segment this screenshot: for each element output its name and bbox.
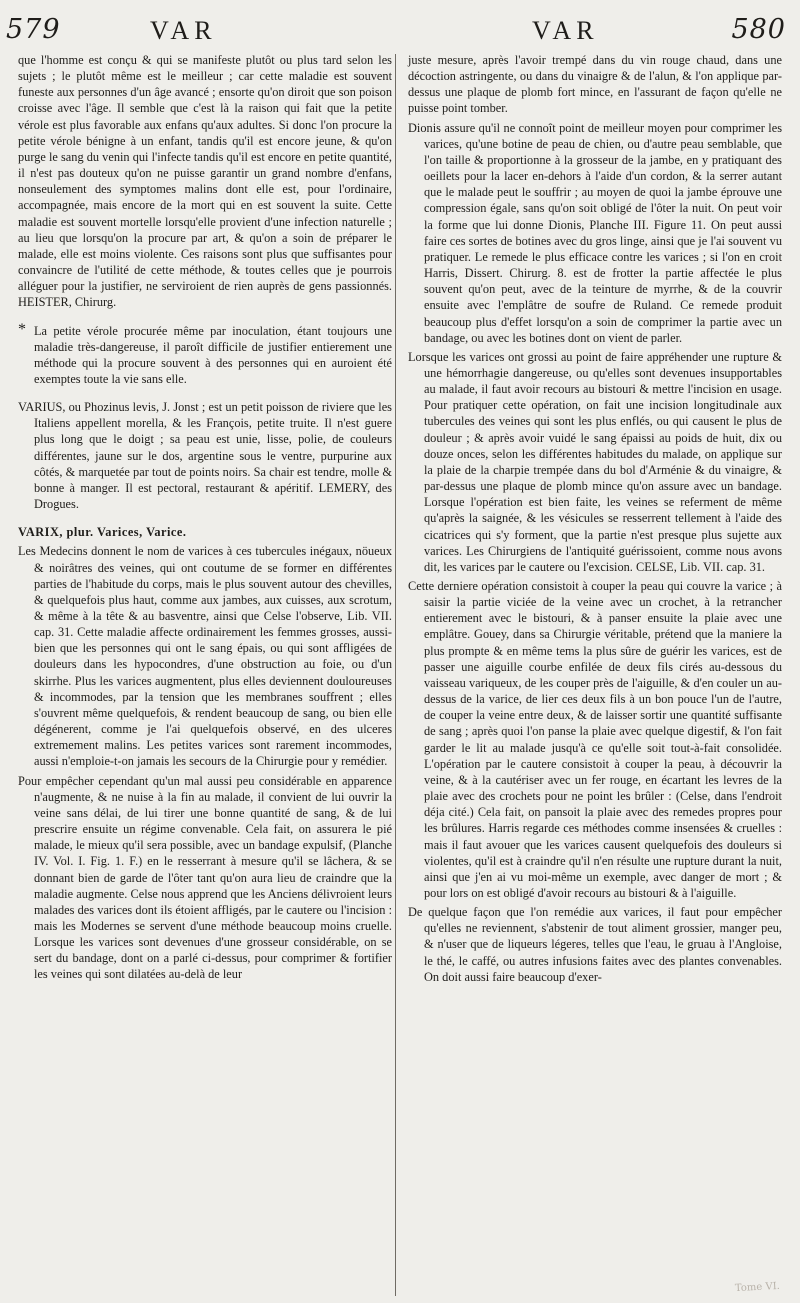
paragraph: juste mesure, après l'avoir trempé dans du vin rouge chaud, dans une décoction astringente, ou dans du vinaigre & de l'alun, & l'on applique par-dessus une plaque de plomb fort mince, en l'assurant de façon qu'elle ne puisse point tomber. bbox=[408, 53, 782, 116]
entry-heading-varix: VARIX, plur. Varices, Varice. bbox=[18, 525, 187, 540]
paragraph: Cette derniere opération consistoit à couper la peau qui couvre la varice ; à saisir la partie viciée de la veine avec un crochet, à la retrancher entierement avec le bistouri, & à panser ensuite la plaie avec une emplâtre. Gouey, dans sa Chirurgie véritable, prétend que la maniere la plus prompte & en même tems la plus sûre de guérir les varices, est de passer une aiguille courbe enfilée de deux fils cirés au-dessous du vaisseau variqueux, de les couper près de l'aiguille, & d'en couler un au-dessus de la varice, de lier ces deux fils à un bon pouce l'un de l'autre, de couper la veine entre deux, & de laisser sortir une quantité suffisante de sang ; après quoi l'on panse la plaie avec quelque digestif, & l'on fait garder le lit au malade jusqu'à ce qu'elle soit tout-à-fait consolidée. L'opération par le cautere consistoit à couper la peau, à découvrir la veine, & à la cautériser avec un fer rouge, en écartant les levres de la plaie avec des crochets pour ne point les brûler : (Celse, dans l'endroit déja cité.) Cela fait, on pansoit la plaie avec des remedes propres pour les brûlures. Harris regarde ces méthodes comme insensées & cruelles : mais il faut avouer que les varices causent quelquefois des douleurs si violentes, qu'il est à craindre qu'il n'en résulte une rupture durant la nuit, ainsi que j'en ai vu moi-même un exemple, avec danger de mort ; & pour lors on est obligé d'avoir recours au bistouri & à l'aiguille. bbox=[408, 579, 782, 900]
footnote-paragraph bbox=[18, 320, 392, 388]
running-head-right: VAR bbox=[532, 16, 599, 45]
running-head-left: VAR bbox=[150, 16, 217, 45]
paragraph: que l'homme est conçu & qui se manifeste plutôt ou plus tard selon les sujets ; le plutôt même est le meilleur ; car cette maladie est souvent funeste aux personnes d'un âge avancé ; ensorte qu'on diroit que son poison croisse avec l'âge. Il semble que c'est là la raison qui fait que la petite vérole est plus favorable aux enfans qu'aux adultes. Si donc l'on procure la petite vérole bénigne à un enfant, tandis qu'il est encore jeune, & qu'on purge le sang du venin qui l'infecte tandis qu'il est encore en petite quantité, il n'est pas douteux qu'on ne puisse garantir un grand nombre d'enfans, nonseulement des symptomes malins dont elle est, pour l'ordinaire, accompagnée, mais encore de la mort qui en est souvent la suite. Cette maladie est souvent mortelle lorsqu'elle provient d'une infection naturelle ; au lieu que lorsqu'on la procure par art, & qu'on a soin de préparer le malade, elle est moins violente. Ces raisons sont plus que suffisantes pour convaincre de l'utilité de cette méthode, & toutes celles que je pourrois alléguer pour la justifier, ne serviroient de rien auprès de gens passionnés. HEISTER, Chirurg. bbox=[18, 53, 392, 310]
paragraph: Les Medecins donnent le nom de varices à ces tubercules inégaux, nöueux & noirâtres des veines, qui ont coutume de se former en différentes parties de l'habitude du corps, mais le plus souvent autour des chevilles, & quelquefois plus haut, comme aux jambes, aux cuisses, aux scrotum, & même à la tête & au basventre, ainsi que Celse l'observe, Lib. VII. cap. 31. Cette maladie affecte ordinairement les femmes grosses, aussi-bien que les personnes qui ont le sang épais, ou qui sont affligées de douleurs dans les hypocondres, d'une obstruction au foie, ou d'un skirrhe. Plus les varices augmentent, plus elles deviennent douloureuses & incommodes, par la tension que les membranes souffrent ; elles s'ouvrent même quelquefois, & rendent beaucoup de sang, ou bien elle dégénerent, comme je l'ai quelquefois observé, en des ulceres extremement malins. Les petites varices sont rarement incommodes, aussi n'emploie-t-on jamais les secours de la Chirurgie pour y remédier. bbox=[18, 544, 392, 769]
library-stamp: Tome VI. bbox=[734, 1280, 781, 1295]
page-header bbox=[0, 8, 800, 54]
paragraph: Lorsque les varices ont grossi au point de faire appréhender une rupture & une hémorrhagie dangereuse, ou qu'elles sont devenues insupportables au malade, il faut avoir recours au bistouri & mettre l'incision en usage. Pour pratiquer cette opération, on fait une incision longitudinale aux tubercules des veines qui sont les plus enflés, ou qui causent le plus de douleur ; & après avoir vuidé le sang épaissi au poids de huit, dix ou douze onces, selon les différentes habitudes du malade, on applique sur la plaie de la charpie trempée dans du bol d'Arménie & du vinaigre, & par-dessus une plaque de plomb mince qu'on assure avec un bandage. Lorsque l'opération est bien faite, les veines se referment de même qu'après la saignée, & les vésicules se resserrent tellement à l'aide des cicatrices qui s'y forment, que la partie n'est presque plus sujette aux varices. Les Chirurgiens de l'antiquité guérissoient, comme nous avons dit, les varices par le cautere ou l'excision. CELSE, Lib. VII. cap. 31. bbox=[408, 349, 782, 574]
entry-varius: VARIUS, ou Phozinus levis, J. Jonst ; est un petit poisson de riviere que les Italiens appellent morella, & les François, petite truite. Il n'est guere plus long que le doigt ; sa peau est unie, lisse, polie, de couleurs différentes, jaune sur le dos, argentine sous le ventre, purpurine aux côtés, & marquetée par tout de points noirs. Sa chair est tendre, molle & bonne à manger. Il est pectoral, restaurant & apéritif. LEMERY, des Drogues. bbox=[18, 400, 392, 512]
page-number-right: 580 bbox=[731, 14, 786, 45]
page-number-left: 579 bbox=[6, 14, 61, 45]
column-divider bbox=[395, 54, 396, 1296]
paragraph: De quelque façon que l'on remédie aux varices, il faut pour empêcher qu'elles ne reviennent, s'abstenir de tout aliment grossier, manger peu, & n'user que de liqueurs légeres, telles que l'eau, le gruau à l'Angloise, le thé, le caffé, ou autres infusions faites avec des plantes convenables. On doit aussi faire beaucoup d'exer- bbox=[408, 905, 782, 984]
paragraph: Dionis assure qu'il ne connoît point de meilleur moyen pour comprimer les varices, qu'une botine de peau de chien, ou d'autre peau semblable, que l'on taille & proportionne à la grosseur de la jambe, en y pratiquant des oeillets pour la lacer en-dehors à l'aide d'un cordon, & la serrer autant que le malade peut le souffrir ; au moyen de quoi la jambe éprouve une compression égale, sans qu'on soit obligé de l'ôter la nuit. On peut voir la forme que lui donne Dionis, Planche III. Figure 11. On peut aussi faire ces sortes de botines avec du gros linge, ainsi que je l'ai souvent vu pratiquer. Le remede le plus efficace contre les varices ; si l'on en croit Harris, Dissert. Chirurg. 8. est de frotter la partie affectée le plus souvent qu'on peut, avec de la teinture de myrrhe, & de la couvrir ensuite avec l'emplâtre de soufre de Ruland. Ce remede produit beaucoup plus d'effet lorsqu'on a soin de comprimer la partie avec un bandage, ou avec les botines dont on vient de parler. bbox=[408, 120, 782, 345]
footnote-text: La petite vérole procurée même par inoculation, étant toujours une maladie très-dangereuse, il paroît difficile de justifier entierement une méthode qui la procure souvent à des personnes qui en auroient été exemptes toute la vie sans elle. bbox=[34, 323, 392, 386]
asterisk-marker: * bbox=[18, 320, 26, 338]
left-column bbox=[18, 52, 392, 986]
right-column bbox=[408, 52, 782, 988]
paragraph: Pour empêcher cependant qu'un mal aussi peu considérable en apparence n'augmente, & ne nuise à la fin au malade, il convient de lui ouvrir la veine sans délai, de lui tirer une bonne quantité de sang, & de lui prescrire ensuite un régime convenable. Cela fait, on assurera le pié malade, le mieux qu'il sera possible, avec un bandage expulsif, (Planche IV. Vol. I. Fig. 1. F.) en le resserrant à mesure qu'il se lâchera, & se donnant bien de garde de l'ôter tant qu'on aura lieu de craindre que la maladie augmente. Celse nous apprend que les Anciens délivroient leurs malades des varices dont ils étoient affligés, par le cautere ou l'incision : mais les Modernes se servent d'une méthode beaucoup moins cruelle. Lorsque les varices sont devenues d'une grosseur considérable, on se sert du bandage, dont on a parlé ci-dessus, pour comprimer & fortifier les veines qui sont dilatées au-delà de leur bbox=[18, 773, 392, 982]
